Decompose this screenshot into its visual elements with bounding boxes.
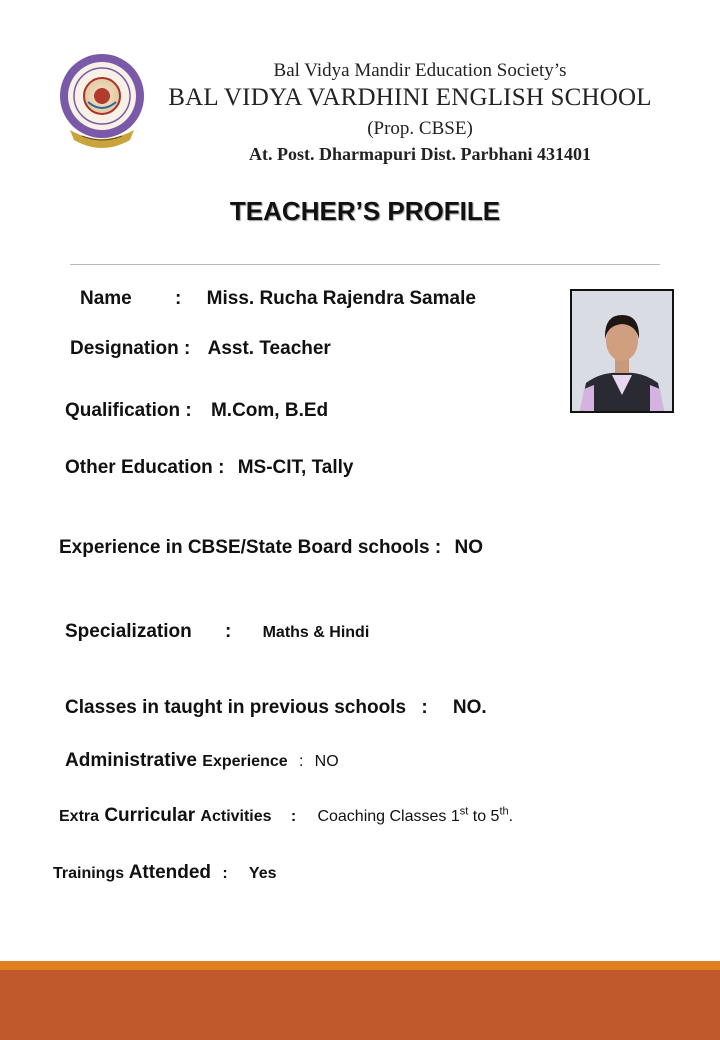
other-education-value: MS-CIT, Tally — [237, 457, 354, 478]
trainings-value: Yes — [248, 865, 277, 882]
specialization-label: Specialization — [65, 621, 192, 642]
extra-label-b: Curricular — [104, 805, 196, 826]
footer-accent-stripe — [0, 961, 720, 970]
designation-value: Asst. Teacher — [207, 338, 331, 359]
teacher-photo-icon — [570, 289, 674, 413]
administrative-row — [65, 750, 339, 772]
classes-separator: : — [421, 697, 428, 718]
school-address: At. Post. Dharmapuri Dist. Parbhani 431401 — [248, 144, 591, 164]
affiliation: (Prop. CBSE) — [367, 118, 473, 139]
trainings-label-b: Attended — [128, 862, 212, 883]
classes-label: Classes in taught in previous schools — [65, 697, 407, 718]
society-name: Bal Vidya Mandir Education Society’s — [273, 60, 567, 81]
page-title: TEACHER’S PROFILE — [229, 196, 501, 226]
trainings-label-a: Trainings — [53, 865, 125, 882]
name-label: Name — [80, 288, 132, 309]
administrative-value: NO — [314, 753, 339, 770]
experience-value: NO — [454, 537, 483, 558]
specialization-row — [65, 621, 369, 643]
qualification-value: M.Com, B.Ed — [210, 400, 329, 421]
administrative-separator: : — [298, 753, 304, 770]
specialization-separator: : — [224, 621, 232, 642]
other-education-row — [65, 457, 353, 479]
administrative-label-a: Administrative — [65, 750, 197, 771]
name-separator: : — [175, 288, 182, 309]
trainings-separator: : — [222, 865, 228, 882]
extra-curricular-row — [59, 805, 513, 827]
experience-label: Experience in CBSE/State Board schools : — [59, 537, 442, 558]
name-value: Miss. Rucha Rajendra Samale — [206, 288, 476, 309]
trainings-row — [53, 862, 277, 884]
extra-separator: : — [290, 808, 297, 825]
school-name: BAL VIDYA VARDHINI ENGLISH SCHOOL — [168, 84, 652, 111]
divider — [70, 264, 660, 265]
administrative-label-b: Experience — [202, 753, 288, 770]
extra-label-c: Activities — [200, 808, 272, 825]
qualification-label: Qualification : — [65, 400, 192, 421]
classes-value: NO. — [452, 697, 487, 718]
classes-row — [65, 697, 487, 719]
extra-value: Coaching Classes 1st to 5th. — [317, 805, 514, 825]
extra-label-a: Extra — [59, 808, 100, 825]
designation-row — [70, 338, 331, 360]
name-row — [80, 288, 476, 310]
school-emblem-icon — [58, 52, 146, 160]
experience-row — [59, 537, 483, 559]
specialization-value: Maths & Hindi — [262, 624, 370, 641]
designation-label: Designation : — [70, 338, 191, 359]
qualification-row — [65, 400, 328, 422]
other-education-label: Other Education : — [65, 457, 225, 478]
footer-band — [0, 970, 720, 1040]
